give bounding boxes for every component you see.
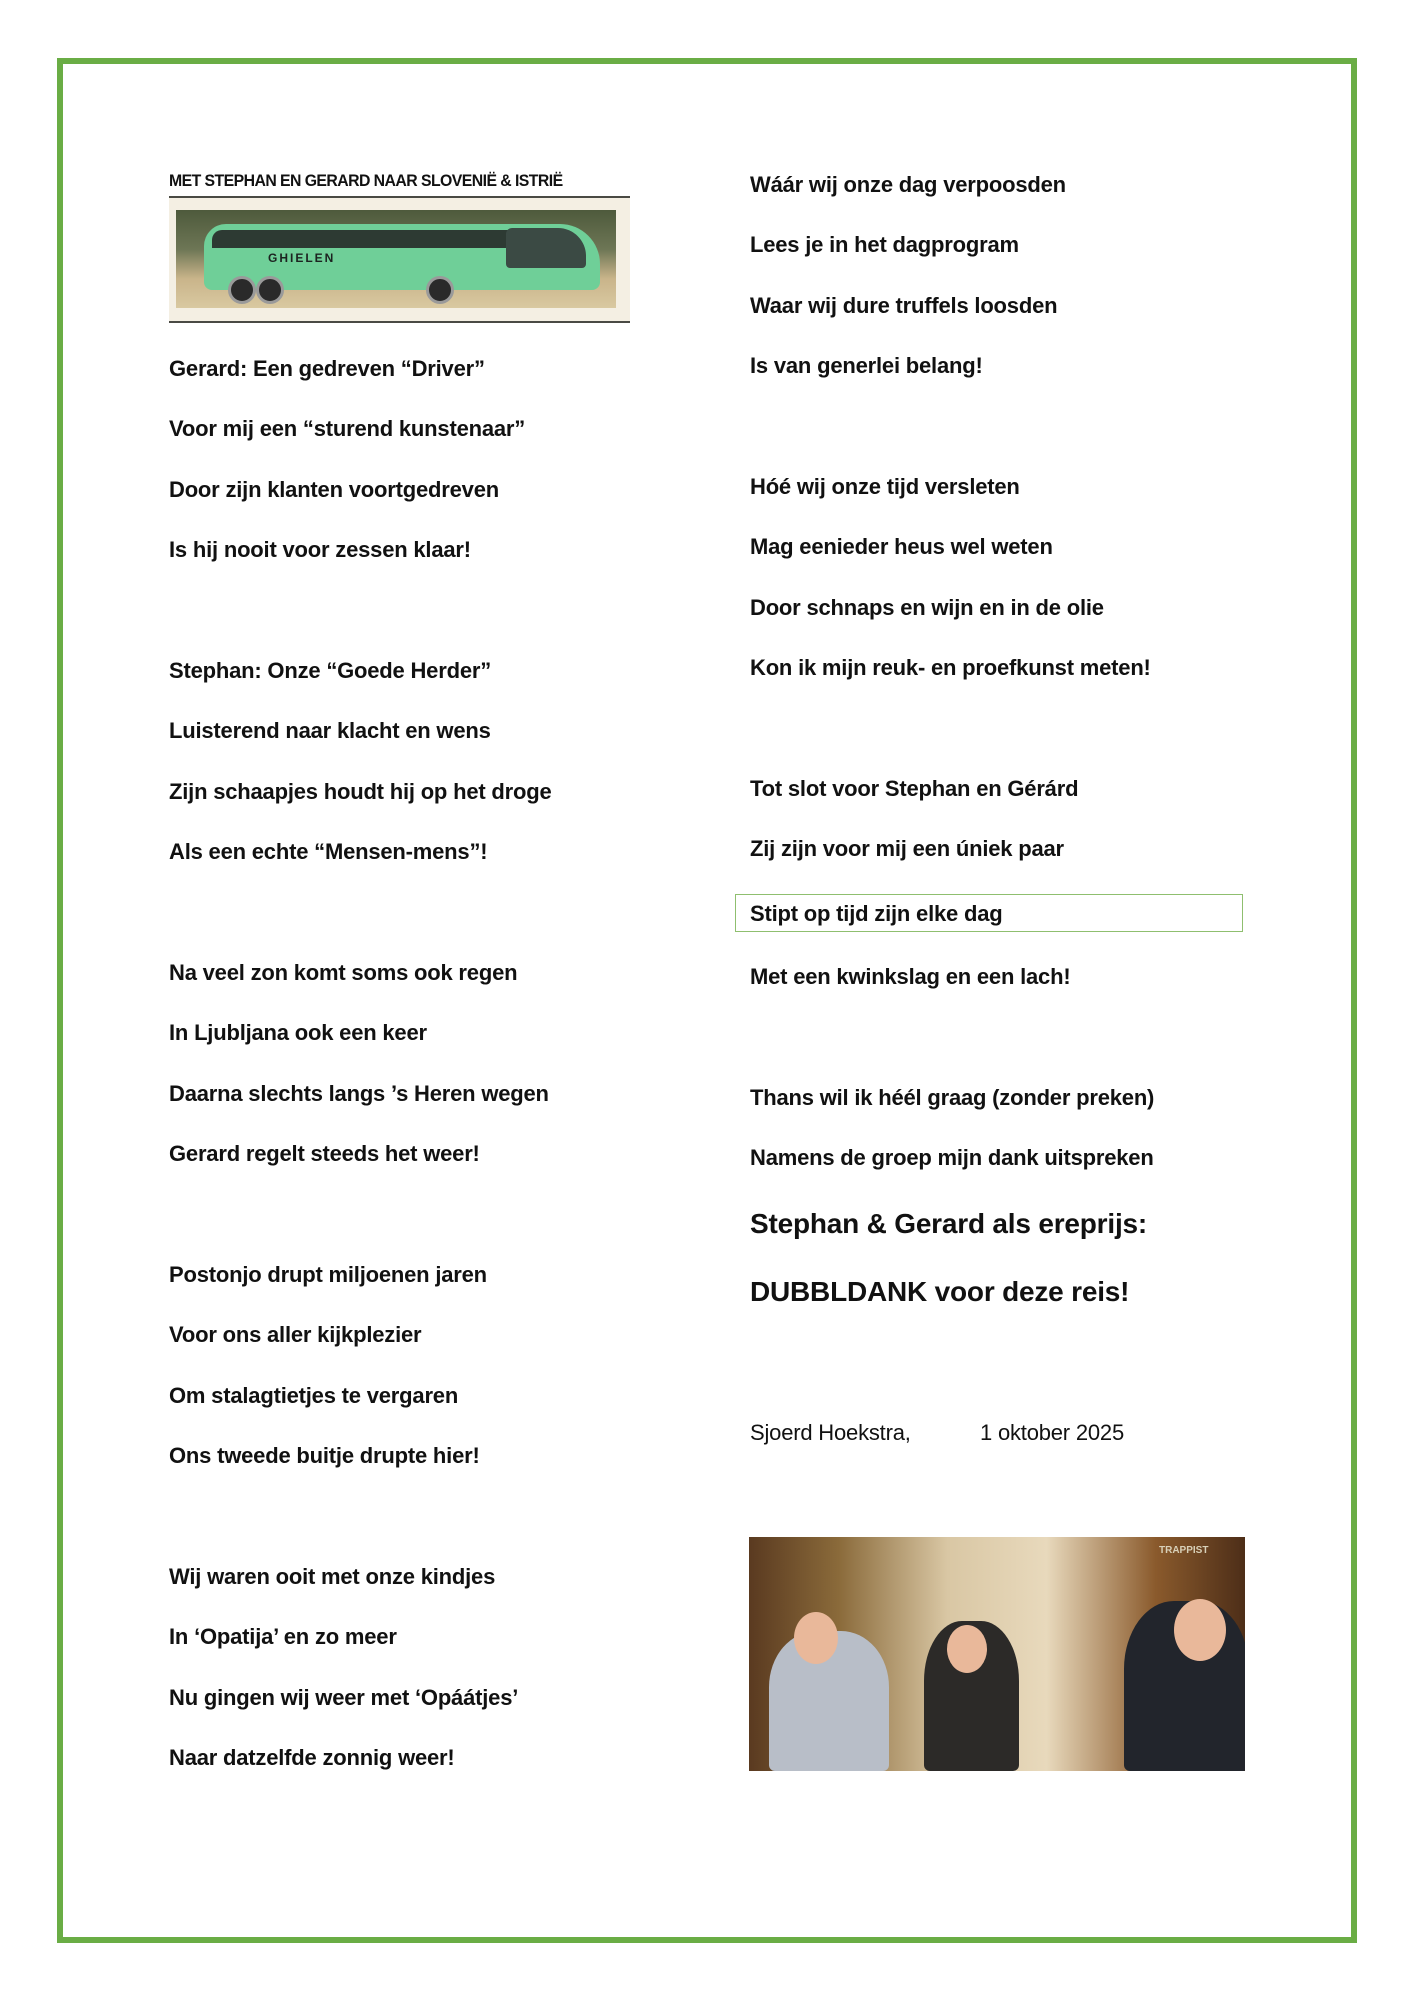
poem-line: Zijn schaapjes houdt hij op het droge — [169, 779, 552, 804]
signature-name: Sjoerd Hoekstra, — [750, 1420, 911, 1445]
poem-line: Zij zijn voor mij een úniek paar — [750, 836, 1064, 861]
person-head-shape — [794, 1612, 838, 1664]
poem-line: Door schnaps en wijn en in de olie — [750, 595, 1104, 620]
trappist-sign-text: TRAPPIST — [1159, 1545, 1209, 1556]
signature-date: 1 oktober 2025 — [980, 1420, 1124, 1445]
poem-line: Nu gingen wij weer met ‘Opáátjes’ — [169, 1685, 519, 1710]
poem-line: Om stalagtietjes te vergaren — [169, 1383, 459, 1408]
poem-line: Voor ons aller kijkplezier — [169, 1322, 422, 1347]
poem-line: Voor mij een “sturend kunstenaar” — [169, 416, 526, 441]
poem-line: Na veel zon komt soms ook regen — [169, 960, 518, 985]
poem-line: DUBBLDANK voor deze reis! — [750, 1276, 1130, 1307]
bus-logo-text: GHIELEN — [268, 251, 336, 265]
poem-line: Postonjo drupt miljoenen jaren — [169, 1262, 487, 1287]
poem-line: In Ljubljana ook een keer — [169, 1020, 427, 1045]
document-title: MET STEPHAN EN GERARD NAAR SLOVENIË & ISTRIË — [169, 171, 563, 190]
poem-line: Stephan: Onze “Goede Herder” — [169, 658, 492, 683]
poem-line: Stephan & Gerard als ereprijs: — [750, 1208, 1148, 1239]
poem-line: Gerard: Een gedreven “Driver” — [169, 356, 485, 381]
poem-line: Stipt op tijd zijn elke dag — [750, 901, 1003, 926]
bus-photo — [176, 210, 616, 308]
highlight-box — [735, 894, 1243, 932]
poem-line: Waar wij dure truffels loosden — [750, 293, 1058, 318]
poem-line: Ons tweede buitje drupte hier! — [169, 1443, 480, 1468]
poem-line: Lees je in het dagprogram — [750, 232, 1019, 257]
poem-line: Kon ik mijn reuk- en proefkunst meten! — [750, 655, 1151, 680]
bus-windshield-shape — [506, 228, 586, 268]
poem-line: Is hij nooit voor zessen klaar! — [169, 537, 471, 562]
poem-line: Thans wil ik héél graag (zonder preken) — [750, 1085, 1155, 1110]
poem-line: Is van generlei belang! — [750, 353, 983, 378]
poem-line: Door zijn klanten voortgedreven — [169, 477, 499, 502]
person-head-shape — [1174, 1599, 1226, 1661]
poem-line: Mag eenieder heus wel weten — [750, 534, 1053, 559]
bus-wheel-icon — [426, 276, 454, 304]
poem-line: Luisterend naar klacht en wens — [169, 718, 491, 743]
poem-line: Namens de groep mijn dank uitspreken — [750, 1145, 1154, 1170]
poem-line: Gerard regelt steeds het weer! — [169, 1141, 480, 1166]
bus-wheel-icon — [228, 276, 256, 304]
poem-line: Daarna slechts langs ’s Heren wegen — [169, 1081, 549, 1106]
bus-windows-shape — [212, 230, 542, 248]
poem-line: Met een kwinkslag en een lach! — [750, 964, 1071, 989]
poem-line: Naar datzelfde zonnig weer! — [169, 1745, 455, 1770]
poem-line: Tot slot voor Stephan en Gérárd — [750, 776, 1079, 801]
poem-line: Als een echte “Mensen-mens”! — [169, 839, 488, 864]
poem-line: Wij waren ooit met onze kindjes — [169, 1564, 496, 1589]
poem-line: Hóé wij onze tijd versleten — [750, 474, 1020, 499]
group-photo — [749, 1537, 1245, 1771]
person-head-shape — [947, 1625, 987, 1673]
bus-image — [169, 196, 630, 323]
poem-line: Wáár wij onze dag verpoosden — [750, 172, 1066, 197]
bus-wheel-icon — [256, 276, 284, 304]
poem-line: In ‘Opatija’ en zo meer — [169, 1624, 397, 1649]
